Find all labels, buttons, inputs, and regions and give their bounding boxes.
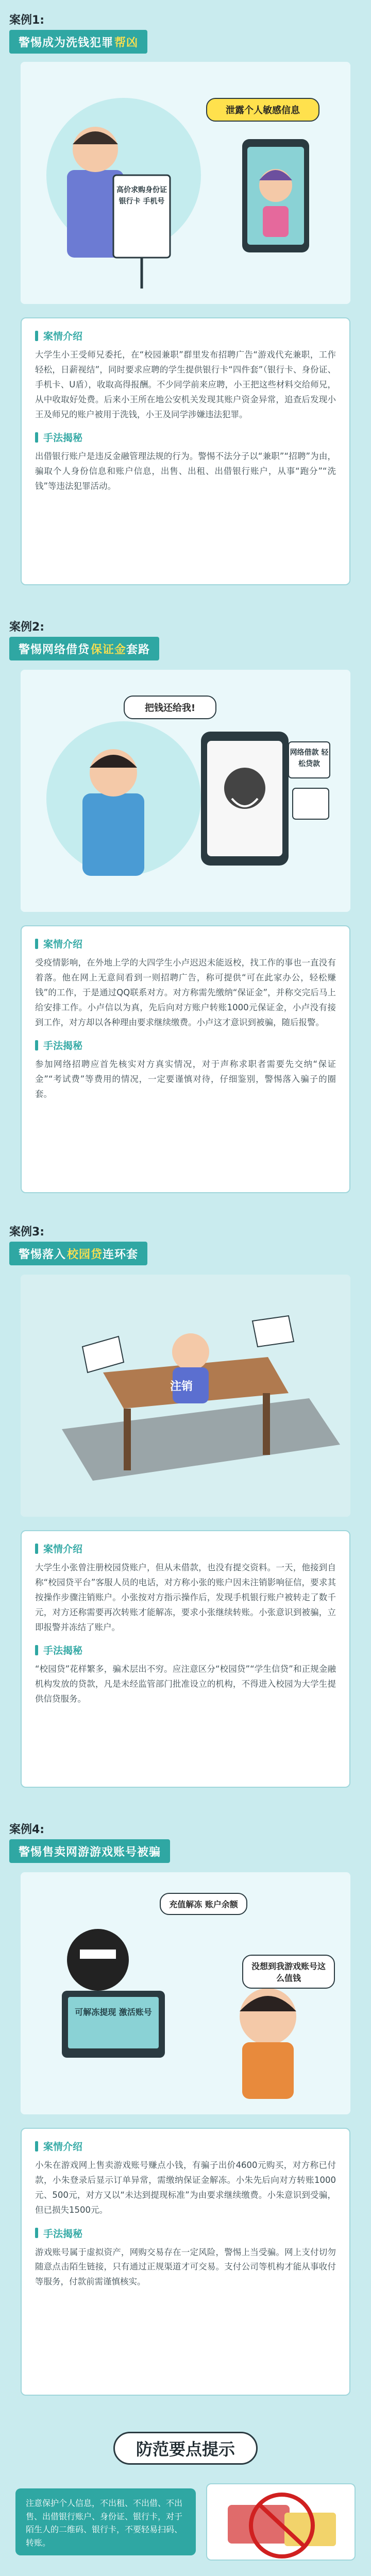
case4-bubble2: 没想到我游戏账号这么值钱 [242, 1955, 335, 1989]
case2-title-tail: 套路 [126, 643, 150, 656]
case3-reveal-text: “校园贷”花样繁多，骗术层出不穷。应注意区分“校园贷”“学生信贷”和正规金融机构发放的贷款，凡是未经监管部门批准设立的机构，不得进入校园为大学生提供信贷服务。 [35, 1664, 336, 1704]
case1-sign-text: 高价求购身份证 银行卡 手机号 [116, 186, 167, 206]
case3-title-tail: 连环套 [103, 1248, 139, 1261]
tip-1-illustration [206, 2483, 356, 2561]
case1-title: 警惕成为洗钱犯罪 [19, 36, 114, 49]
case2-banner [9, 637, 159, 660]
case4-title: 警惕售卖网游游戏账号被骗 [19, 1845, 161, 1859]
case4-reveal-heading-text: 手法揭秘 [43, 2228, 83, 2240]
heading-bar [35, 1645, 38, 1655]
tips-title: 防范要点提示 [113, 2432, 258, 2465]
case2-reveal-text: 参加网络招聘应首先核实对方真实情况，对于声称求职者需要先交纳“保证金”“考试费”等费用的情况，一定要谨慎对待，仔细鉴别，警惕落入骗子的圈套。 [35, 1059, 336, 1099]
heading-bar [35, 2228, 38, 2238]
case4-intro-text: 小朱在游戏网上售卖游戏账号赚点小钱，有骗子出价4600元购买，对方称已付款，小朱登录后显示订单异常，需缴纳保证金解冻。小朱先后向对方转账1000元、500元，对方又以“未达到提现标准”为由要求继续缴费。小朱意识到受骗，但已损失1500元。 [35, 2160, 336, 2215]
case3-card [21, 1530, 350, 1788]
case3-reveal-heading [35, 1643, 336, 1657]
case1-card [21, 317, 350, 585]
case3-intro-heading-text: 案情介绍 [43, 1544, 83, 1555]
case4-illustration [21, 1872, 350, 2114]
case1-reveal-heading-text: 手法揭秘 [43, 432, 83, 444]
heading-bar [35, 939, 38, 949]
case3-illustration [21, 1275, 350, 1517]
case4-reveal-heading [35, 2226, 336, 2240]
case2-label: 案例2: [9, 621, 45, 634]
case2-phone-text: 网络借款 轻松贷款 [290, 749, 329, 769]
case1-reveal-text: 出借银行账户是违反金融管理法规的行为。警惕不法分子以“兼职”“招聘”为由，骗取个人身份信息和账户信息，出售、出租、出借银行账户，从事“跑分”“洗钱”等违法犯罪活动。 [35, 451, 336, 492]
heading-bar [35, 1040, 38, 1050]
case3-intro-heading [35, 1541, 336, 1555]
case4-screen-text: 可解冻提现 激活账号 [75, 2007, 152, 2017]
case1-reveal-heading [35, 430, 336, 444]
case4-card [21, 2128, 350, 2396]
case3-reveal-heading-text: 手法揭秘 [43, 1645, 83, 1657]
case3-banner [9, 1242, 147, 1265]
heading-bar [35, 1544, 38, 1554]
heading-bar [35, 331, 38, 341]
no-card-icon [207, 2484, 357, 2562]
case2-title: 警惕网络借贷 [19, 643, 90, 656]
case4-reveal-text: 游戏账号属于虚拟资产，网购交易存在一定风险，警惕上当受骗。网上支付切勿随意点击陌生链接，只有通过正规渠道才可交易。支付公司等机构才能从事收付等服务，付款前需谨慎核实。 [35, 2247, 336, 2287]
case4-bubble1: 充值解冻 账户余额 [160, 1893, 247, 1915]
case2-intro-heading [35, 937, 336, 951]
case3-intro-text: 大学生小张曾注册校园贷账户，但从未借款，也没有提交资料。一天，他接到自称“校园贷平台”客服人员的电话，对方称小张的账户因未注销影响征信，要求其按操作步骤注销账户。小张按对方指示操作后，发现手机银行账户被转走了数千元，对方还称需要再次转账才能解冻，要求小张继续转账。小张意识到被骗，立即报警并冻结了账户。 [35, 1563, 336, 1632]
case2-intro-heading-text: 案情介绍 [43, 939, 83, 950]
case1-banner [9, 30, 147, 54]
case1-intro-heading-text: 案情介绍 [43, 331, 83, 342]
heading-bar [35, 2141, 38, 2151]
case2-reveal-heading-text: 手法揭秘 [43, 1040, 83, 1052]
case3-table-text: 注销 [170, 1380, 193, 1393]
case4-banner [9, 1839, 170, 1863]
case2-card [21, 925, 350, 1193]
case3-title: 警惕落入 [19, 1248, 66, 1261]
case2-bubble: 把钱还给我! [124, 696, 216, 719]
case3-label: 案例3: [9, 1226, 45, 1239]
case1-illustration [21, 62, 350, 304]
tip-1: 注意保护个人信息，不出租、不出借、不出售、出借银行账户、身份证、银行卡，对于陌生人的二维码、银行卡，不要轻易扫码、转账。 [15, 2488, 196, 2555]
case4-intro-heading [35, 2139, 336, 2153]
case4-label: 案例4: [9, 1823, 45, 1836]
heading-bar [35, 432, 38, 443]
case4-intro-heading-text: 案情介绍 [43, 2141, 83, 2153]
case1-label: 案例1: [9, 14, 45, 27]
case1-intro-heading [35, 329, 336, 343]
case1-title-accent: 帮凶 [114, 36, 139, 49]
case3-scene [21, 1275, 350, 1517]
case1-bubble: 泄露个人敏感信息 [206, 98, 319, 122]
case2-title-accent: 保证金 [91, 643, 127, 656]
case2-reveal-heading [35, 1038, 336, 1052]
case3-title-accent: 校园贷 [67, 1248, 103, 1261]
case2-illustration [21, 670, 350, 912]
case2-intro-text: 受疫情影响，在外地上学的大四学生小卢迟迟未能返校，找工作的事也一直没有着落。他在网上无意间看到一则招聘广告，称可提供“可在此家办公，轻松赚钱”的工作，于是通过QQ联系对方。对方称需先缴纳“保证金”，并称交完后马上给安排工作。小卢信以为真，先后向对方账户转账1000元保证金，小卢没有接到工作，对方却以各种理由要求继续缴费。小卢这才意识到被骗，随后报警。 [35, 958, 336, 1027]
case1-intro-text: 大学生小王受师兄委托，在“校园兼职”群里发布招聘广告“游戏代充兼职，工作轻松，日薪视结”，同时要求应聘的学生提供银行卡“四件套”（银行卡、身份证、手机卡、U盾），收取高得报酬。不少同学前来应聘，小王把这些材料交给师兄，从中收取好处费。后来小王所在地公安机关发现其账户资金异常，追查后发现小王及师兄的账户被用于洗钱，小王及同学涉嫌违法犯罪。 [35, 350, 336, 419]
